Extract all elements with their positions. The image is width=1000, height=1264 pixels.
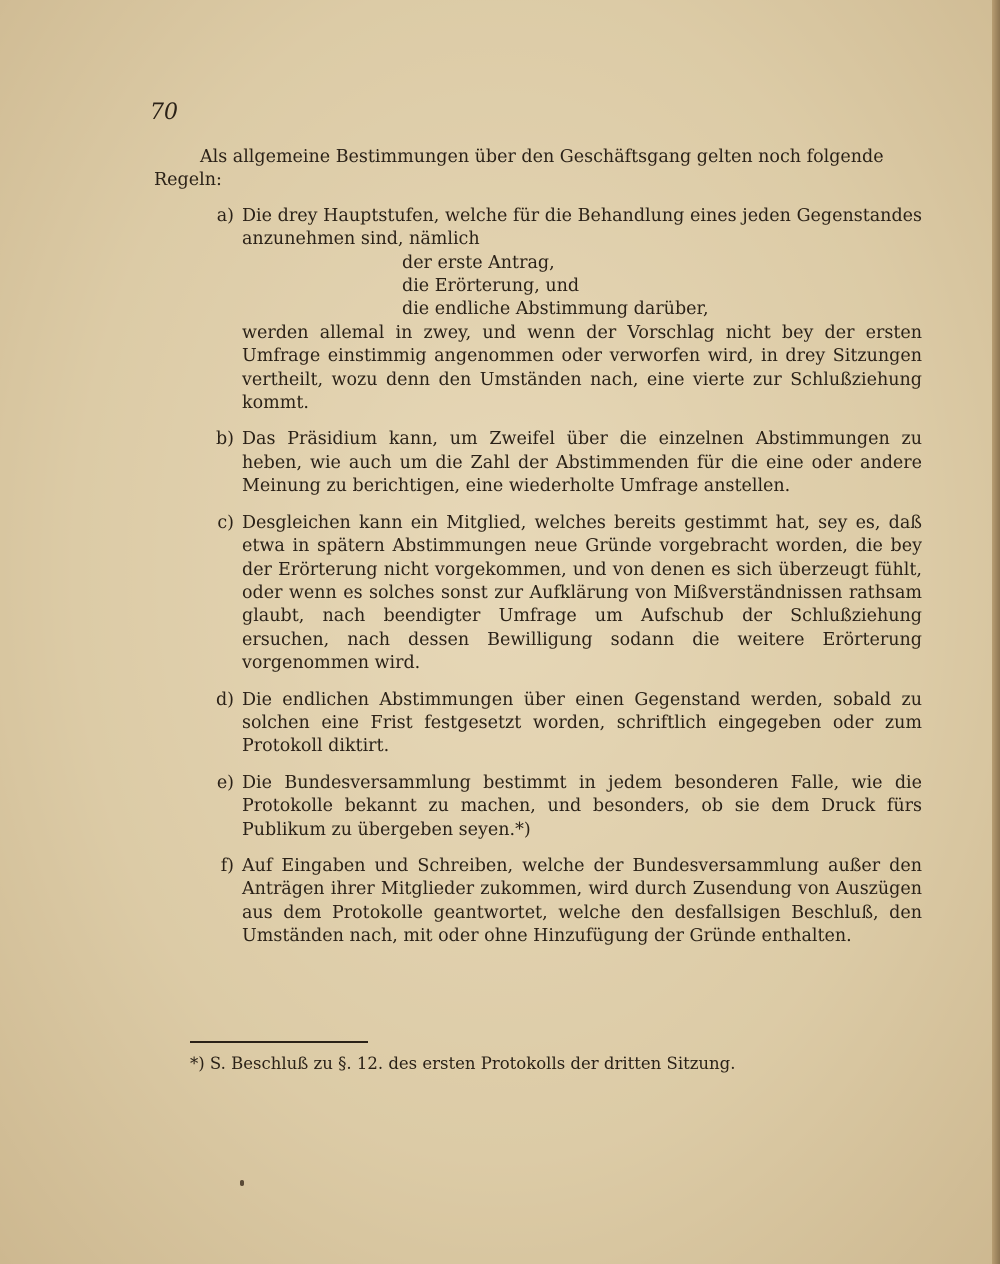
footnote-divider	[190, 1041, 368, 1043]
stage-3: die endliche Abstimmung darüber,	[402, 299, 709, 320]
page-number: 70	[150, 100, 178, 125]
stage-1: der erste Antrag,	[402, 252, 555, 273]
rule-body: Das Präsidium kann, um Zweifel über die einzelnen Abstimmungen zu heben, wie auch um die Zahl der Abstimmenden für die eine oder andere Meinung zu berichtigen, eine wiederholte Umfrage anstellen.	[242, 429, 922, 497]
rule-a-lead: Die drey Hauptstufen, welche für die Behandlung eines jeden Gegenstandes anzunehmen sind, nämlich	[242, 205, 922, 250]
page-edge	[992, 0, 1000, 1264]
main-text	[154, 146, 922, 962]
intro-line-2: Regeln:	[154, 170, 222, 191]
rule-body: Die Bundesversammlung bestimmt in jedem besonderen Falle, wie die Protokolle bekannt zu machen, und besonders, ob sie dem Druck fürs Publikum zu übergeben seyen.*)	[242, 772, 922, 840]
rule-body	[242, 205, 922, 416]
rule-label: a)	[216, 205, 234, 226]
rule-body: Auf Eingaben und Schreiben, welche der Bundesversammlung außer den Anträgen ihrer Mitglieder zukommen, wird durch Zusendung von Auszügen aus dem Protokolle geantwortet, welche den desfallsigen Beschluß, den Umständen nach, mit oder ohne Hinzufügung der Gründe enthalten.	[242, 855, 922, 947]
ink-smudge	[240, 1180, 244, 1186]
rule-label: e)	[216, 772, 234, 793]
rule-c	[196, 512, 922, 676]
intro-paragraph	[154, 146, 922, 193]
stage-2: die Erörterung, und	[402, 276, 580, 297]
rule-body: Desgleichen kann ein Mitglied, welches bereits gestimmt hat, sey es, daß etwa in spätern Abstimmungen neue Gründe vorgebracht worden, die bey der Erörterung nicht vorgekommen, und von denen es sich überzeugt fühlt, oder wenn es solches sonst zur Aufklärung von Mißverständnissen rathsam glaubt, nach beendigter Umfrage um Aufschub der Schlußziehung ersuchen, nach dessen Bewilligung sodann die weitere Erörterung vorgenommen wird.	[242, 512, 922, 674]
rule-f	[196, 855, 922, 949]
rule-b	[196, 428, 922, 498]
rule-a-tail: werden allemal in zwey, und wenn der Vorschlag nicht bey der ersten Umfrage einstimmig angenommen oder verworfen wird, in drey Sitzungen vertheilt, wozu denn den Umständen nach, eine vierte zur Schlußziehung kommt.	[242, 322, 922, 414]
rule-e	[196, 772, 922, 842]
footnote: *) S. Beschluß zu §. 12. des ersten Protokolls der dritten Sitzung.	[190, 1054, 736, 1073]
rule-label: f)	[220, 855, 234, 876]
rule-body: Die endlichen Abstimmungen über einen Gegenstand werden, sobald zu solchen eine Frist festgesetzt worden, schriftlich eingegeben oder zum Protokoll diktirt.	[242, 689, 922, 757]
rule-label: c)	[217, 512, 234, 533]
rule-label: d)	[215, 689, 234, 710]
intro-line-1: Als allgemeine Bestimmungen über den Geschäftsgang gelten noch folgende	[200, 147, 884, 167]
rule-label: b)	[215, 429, 234, 450]
rule-a	[196, 205, 922, 416]
rule-a-stages	[242, 252, 922, 322]
rule-d	[196, 689, 922, 759]
